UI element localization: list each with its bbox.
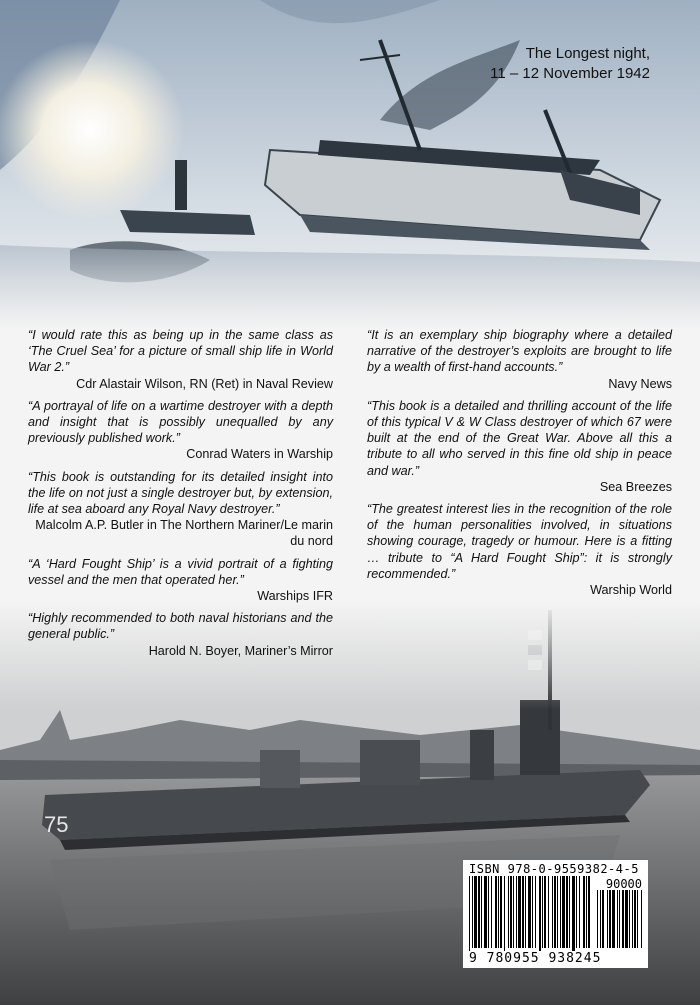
review-quote: “Highly recommended to both naval historians and the general public.”: [28, 611, 333, 642]
review-quote: “A portrayal of life on a wartime destroyer with a depth and insight that is possibly unequalled by any previously published work.”: [28, 398, 333, 446]
ean-number: 9 780955 938245: [469, 951, 602, 966]
review: [367, 327, 672, 392]
review-attribution: Navy News: [608, 376, 672, 391]
hull-number: 75: [44, 812, 69, 837]
review: [28, 610, 333, 659]
review: [28, 398, 333, 463]
isbn-text: ISBN 978-0-9559382-4-5: [469, 862, 639, 876]
review-quote: “A ‘Hard Fought Ship’ is a vivid portrait of a fighting vessel and the men that operated her.”: [28, 556, 333, 587]
reviews-left-column: [28, 327, 333, 665]
review: [28, 327, 333, 392]
review-quote: “This book is a detailed and thrilling account of the life of this typical V & W Class destroyer of which 67 were built at the end of the Great War. Above all this a tribute to all who served in this fine old ship in peace and war.”: [367, 398, 672, 478]
review-attribution: Cdr Alastair Wilson, RN (Ret) in Naval Review: [76, 376, 333, 391]
reviews-right-column: [367, 327, 672, 604]
subtitle-line-2: 11 – 12 November 1942: [490, 65, 650, 82]
review-attribution: Harold N. Boyer, Mariner’s Mirror: [148, 643, 333, 658]
review-quote: “It is an exemplary ship biography where a detailed narrative of the destroyer’s exploits are brought to life by a wealth of first-hand accounts.”: [367, 328, 672, 375]
isbn-barcode: [463, 860, 648, 968]
review-quote: “This book is outstanding for its detailed insight into the life on not just a single destroyer but, by extension, life at sea aboard any Royal Navy destroyer.”: [28, 469, 333, 517]
price-code: 90000: [605, 877, 642, 891]
review-quote: “I would rate this as being up in the same class as ‘The Cruel Sea’ for a picture of small ship life in World War 2.”: [28, 328, 333, 375]
review: [367, 398, 672, 495]
subtitle-caption: [490, 44, 650, 84]
review: [28, 556, 333, 605]
review-attribution: Malcolm A.P. Butler in The Northern Mariner/Le marin du nord: [35, 518, 333, 549]
review-attribution: Warships IFR: [257, 589, 333, 604]
review-attribution: Sea Breezes: [599, 479, 672, 494]
review: [28, 469, 333, 550]
review-quote: “The greatest interest lies in the recognition of the role of the human personalities involved, in situations showing courage, tragedy or humour. Here is a fitting … tribute to “A Hard Fought Ship”: it is strongly recommended.”: [367, 502, 672, 581]
subtitle-line-1: The Longest night,: [525, 45, 650, 62]
review-attribution: Warship World: [590, 583, 672, 598]
review: [367, 501, 672, 598]
review-attribution: Conrad Waters in Warship: [186, 447, 333, 462]
